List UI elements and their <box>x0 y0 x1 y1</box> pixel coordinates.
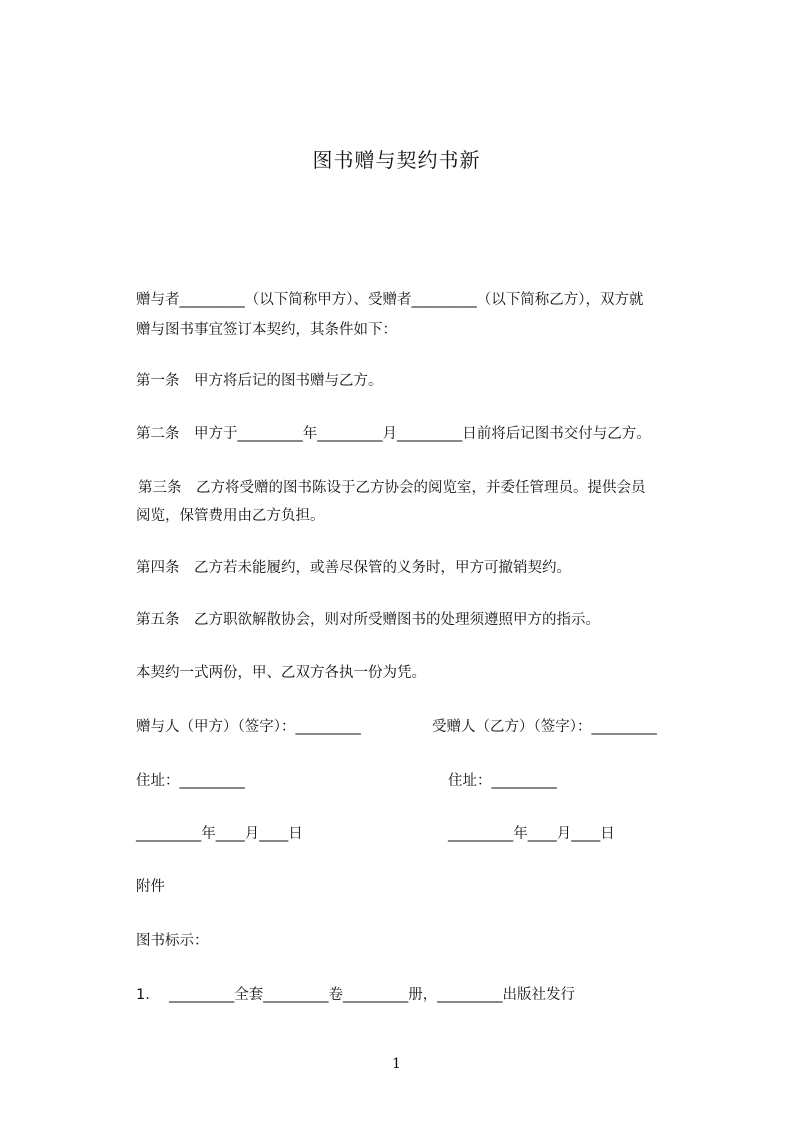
intro-line-2: 赠与图书事宜签订本契约，其条件如下： <box>136 322 397 338</box>
article-1: 第一条 甲方将后记的图书赠与乙方。 <box>136 373 383 389</box>
donee-date: _________年____月____日 <box>448 826 615 842</box>
article-3-line-2: 阅览，保管费用由乙方负担。 <box>136 508 325 524</box>
article-4: 第四条 乙方若未能履约，或善尽保管的义务时，甲方可撤销契约。 <box>136 560 571 576</box>
donee-signature: 受赠人（乙方）（签字）：_________ <box>432 719 657 735</box>
books-label: 图书标示： <box>136 933 209 949</box>
article-2: 第二条 甲方于_________年_________月_________日前将后记图书交付与乙方。 <box>136 426 651 442</box>
donor-signature: 赠与人（甲方）（签字）：_________ <box>136 719 361 735</box>
donee-address: 住址：_________ <box>448 773 557 789</box>
donor-address: 住址：_________ <box>136 773 245 789</box>
article-5: 第五条 乙方职欲解散协会，则对所受赠图书的处理须遵照甲方的指示。 <box>136 612 600 628</box>
article-3-line-1: 第三条 乙方将受赠的图书陈设于乙方协会的阅览室，并委任管理员。提供会员 <box>138 480 646 496</box>
page-number: 1 <box>392 1056 401 1072</box>
attachment-heading: 附件 <box>136 879 165 895</box>
document-title: 图书赠与契约书新 <box>312 148 481 172</box>
book-item-1: 1. _________全套_________卷_________册，_________出版社发行 <box>136 987 575 1003</box>
intro-line-1: 赠与者_________（以下简称甲方）、受赠者_________（以下简称乙方），双方就 <box>136 292 644 308</box>
donor-date: _________年____月____日 <box>136 826 303 842</box>
copies-statement: 本契约一式两份，甲、乙双方各执一份为凭。 <box>136 665 426 681</box>
